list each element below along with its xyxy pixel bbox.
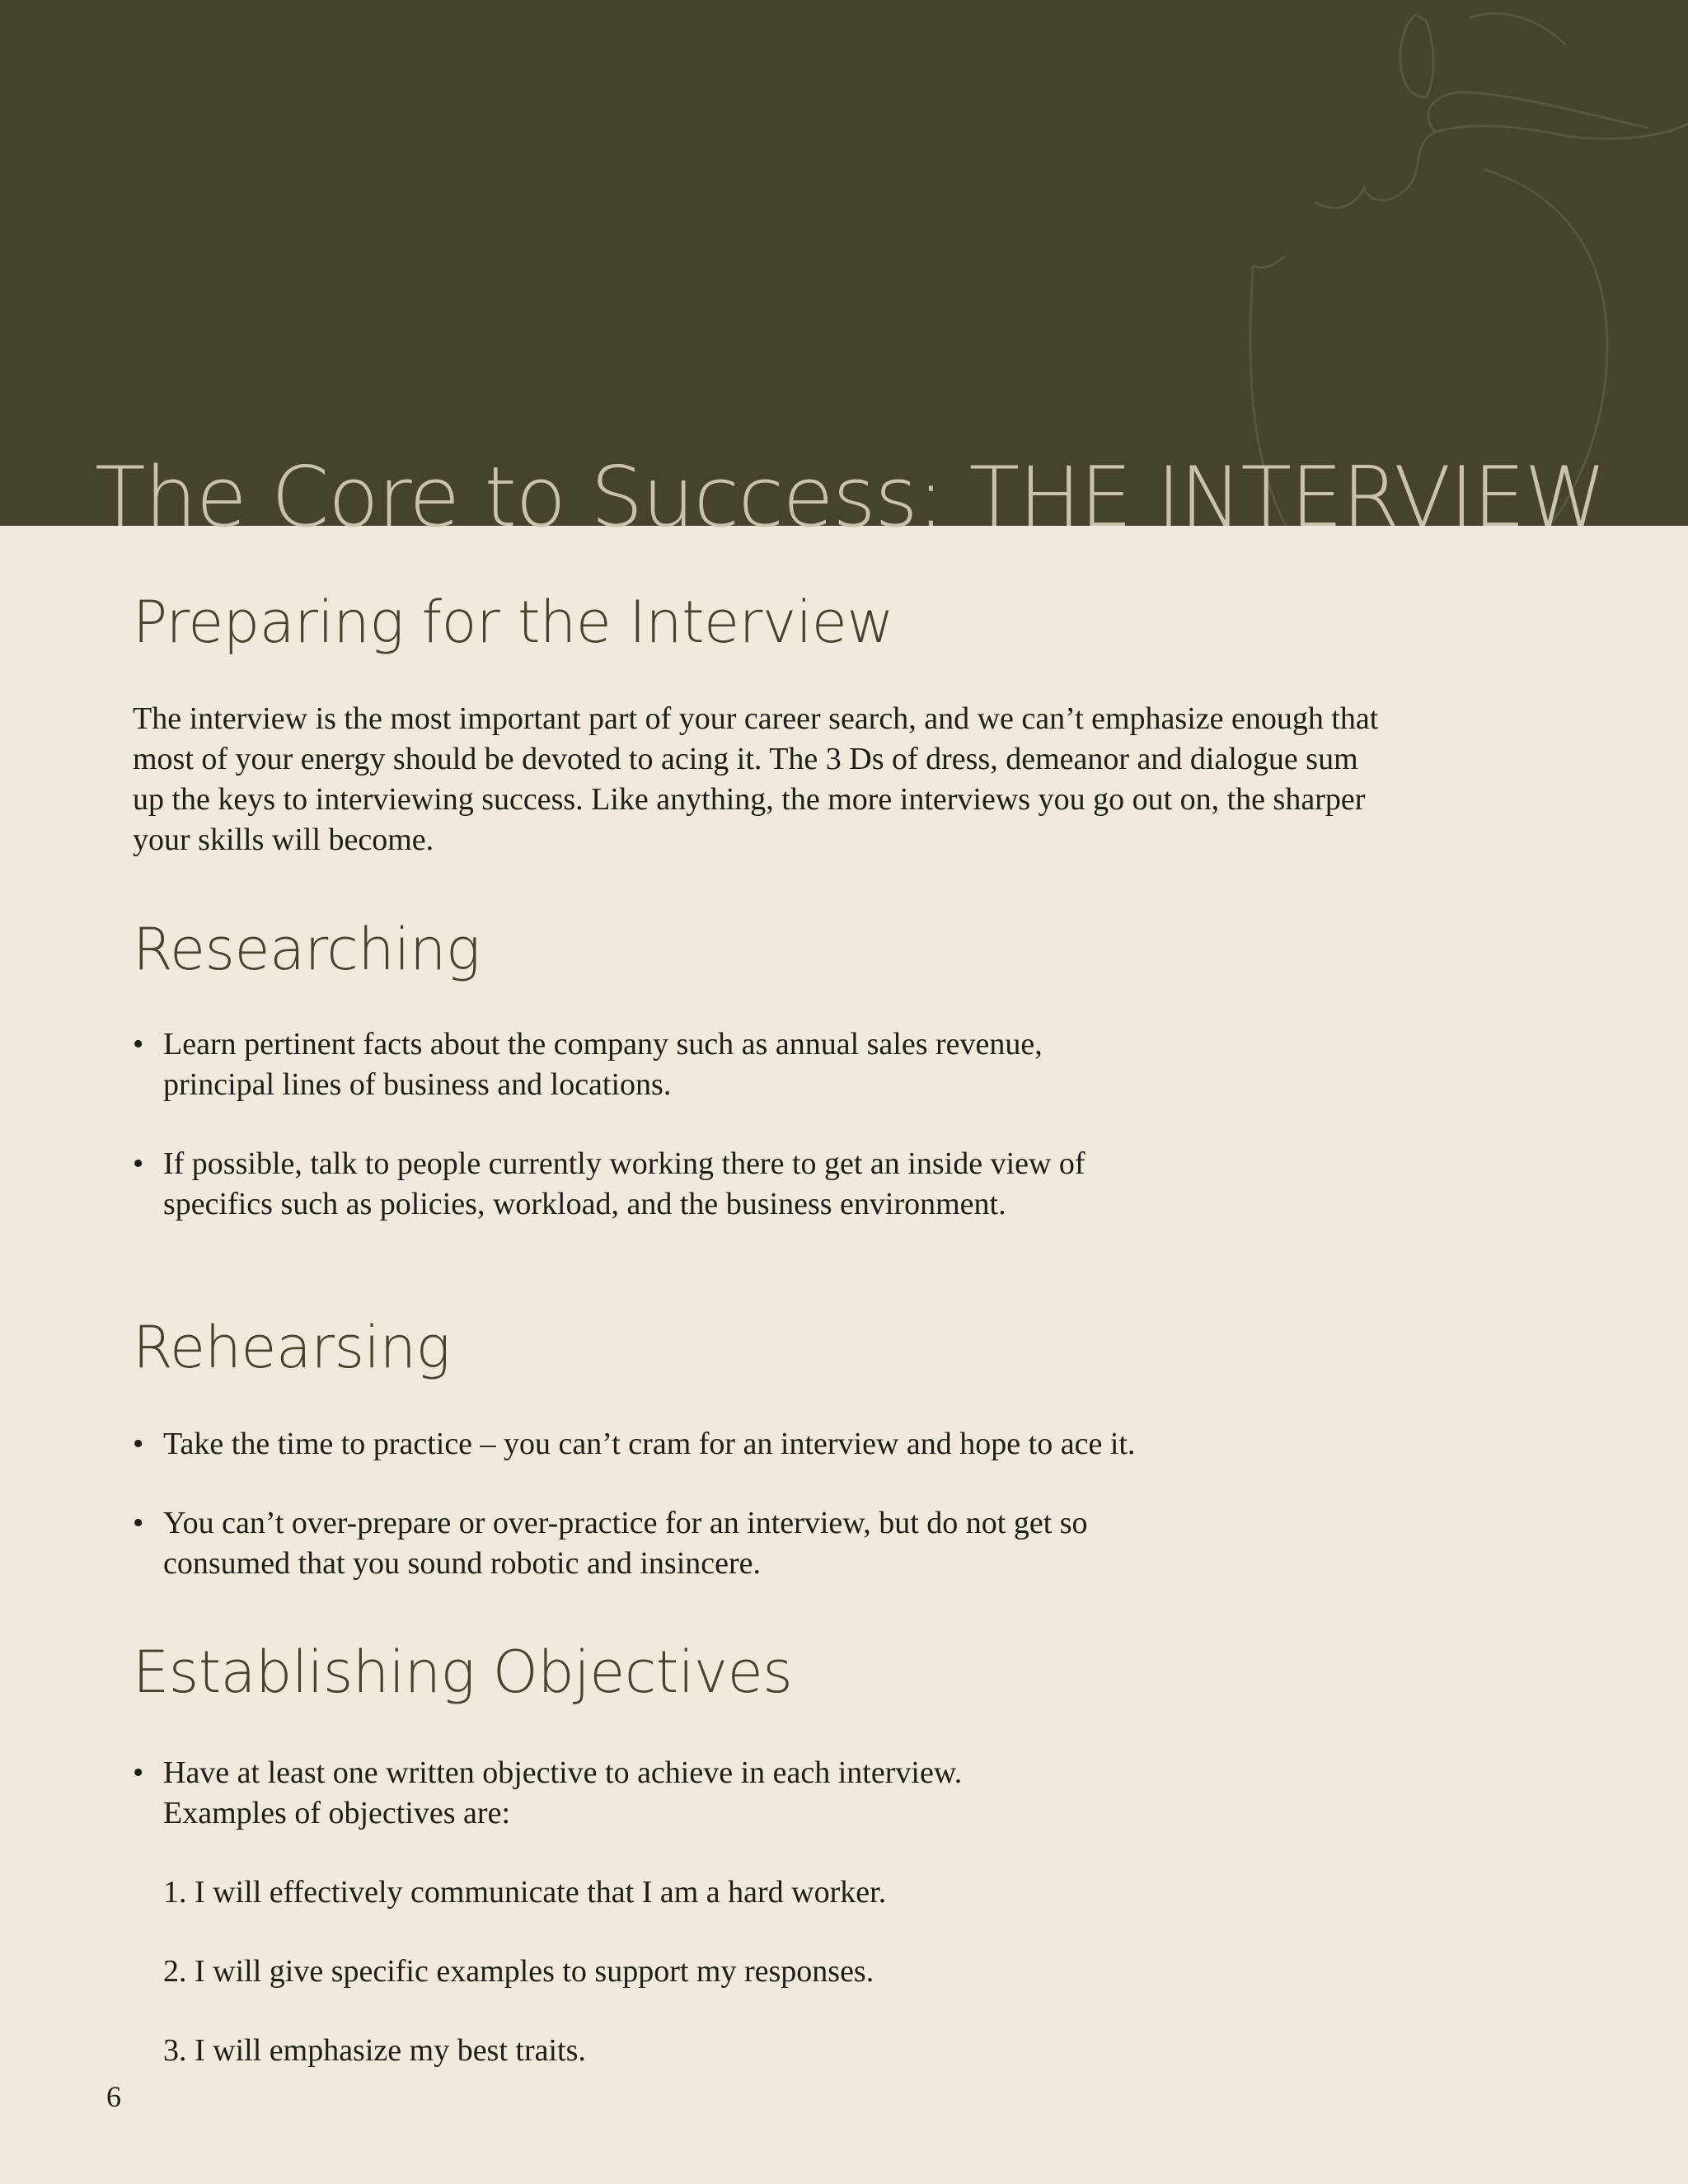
list-item-text: You can’t over-prepare or over-practice for an interview, but do not get so consumed that you sound robotic and insincere. [163, 1506, 1088, 1581]
objective-example: 3. I will emphasize my best traits. [163, 2033, 586, 2068]
list-item [133, 1024, 1095, 1105]
bullet-icon: • [133, 1755, 144, 1790]
bullet-icon: • [133, 1146, 144, 1181]
main-content [133, 577, 1386, 2071]
list-item [133, 1503, 1095, 1584]
objective-example: 2. I will give specific examples to support my responses. [163, 1954, 874, 1989]
section-researching [133, 904, 1386, 1225]
rehearsing-list [133, 1424, 1386, 1584]
heading-objectives: Establishing Objectives [133, 1638, 793, 1706]
objective-examples [133, 1872, 1386, 2071]
heading-rehearsing: Rehearsing [133, 1314, 450, 1381]
heading-researching: Researching [133, 916, 481, 983]
list-item [133, 1424, 1235, 1465]
list-item-text: Learn pertinent facts about the company such as annual sales revenue, principal lines of business and locations. [163, 1027, 1043, 1102]
list-item-subtext: Examples of objectives are: [163, 1796, 511, 1830]
list-item-text: Have at least one written objective to achieve in each interview. [163, 1755, 963, 1790]
list-item-text: If possible, talk to people currently working there to get an inside view of specifics such as policies, workload, and the business environment. [163, 1146, 1085, 1221]
bullet-icon: • [133, 1027, 144, 1062]
page-number: 6 [106, 2080, 121, 2113]
heading-preparing: Preparing for the Interview [133, 588, 894, 656]
section-objectives [133, 1627, 1386, 2071]
preparing-paragraph: The interview is the most important part of your career search, and we can’t emphasize enough that most of your energy should be devoted to acing it. The 3 Ds of dress, demeanor and dialogue sum up the keys to interviewing success. Like anything, the more interviews you go out on, the sharper your skills will become. [133, 701, 1379, 857]
bullet-icon: • [133, 1427, 144, 1461]
list-item-text: Take the time to practice – you can’t cram for an interview and hope to ace it. [163, 1427, 1136, 1461]
objectives-list [133, 1753, 1386, 1834]
bullet-icon: • [133, 1506, 144, 1540]
objective-example: 1. I will effectively communicate that I am a hard worker. [163, 1875, 887, 1910]
researching-list [133, 1024, 1386, 1225]
page-title: The Core to Success: THE INTERVIEW [95, 448, 1606, 546]
section-preparing [133, 577, 1386, 860]
list-item [133, 1753, 1235, 1834]
list-item [133, 1144, 1140, 1225]
section-rehearsing [133, 1302, 1386, 1584]
